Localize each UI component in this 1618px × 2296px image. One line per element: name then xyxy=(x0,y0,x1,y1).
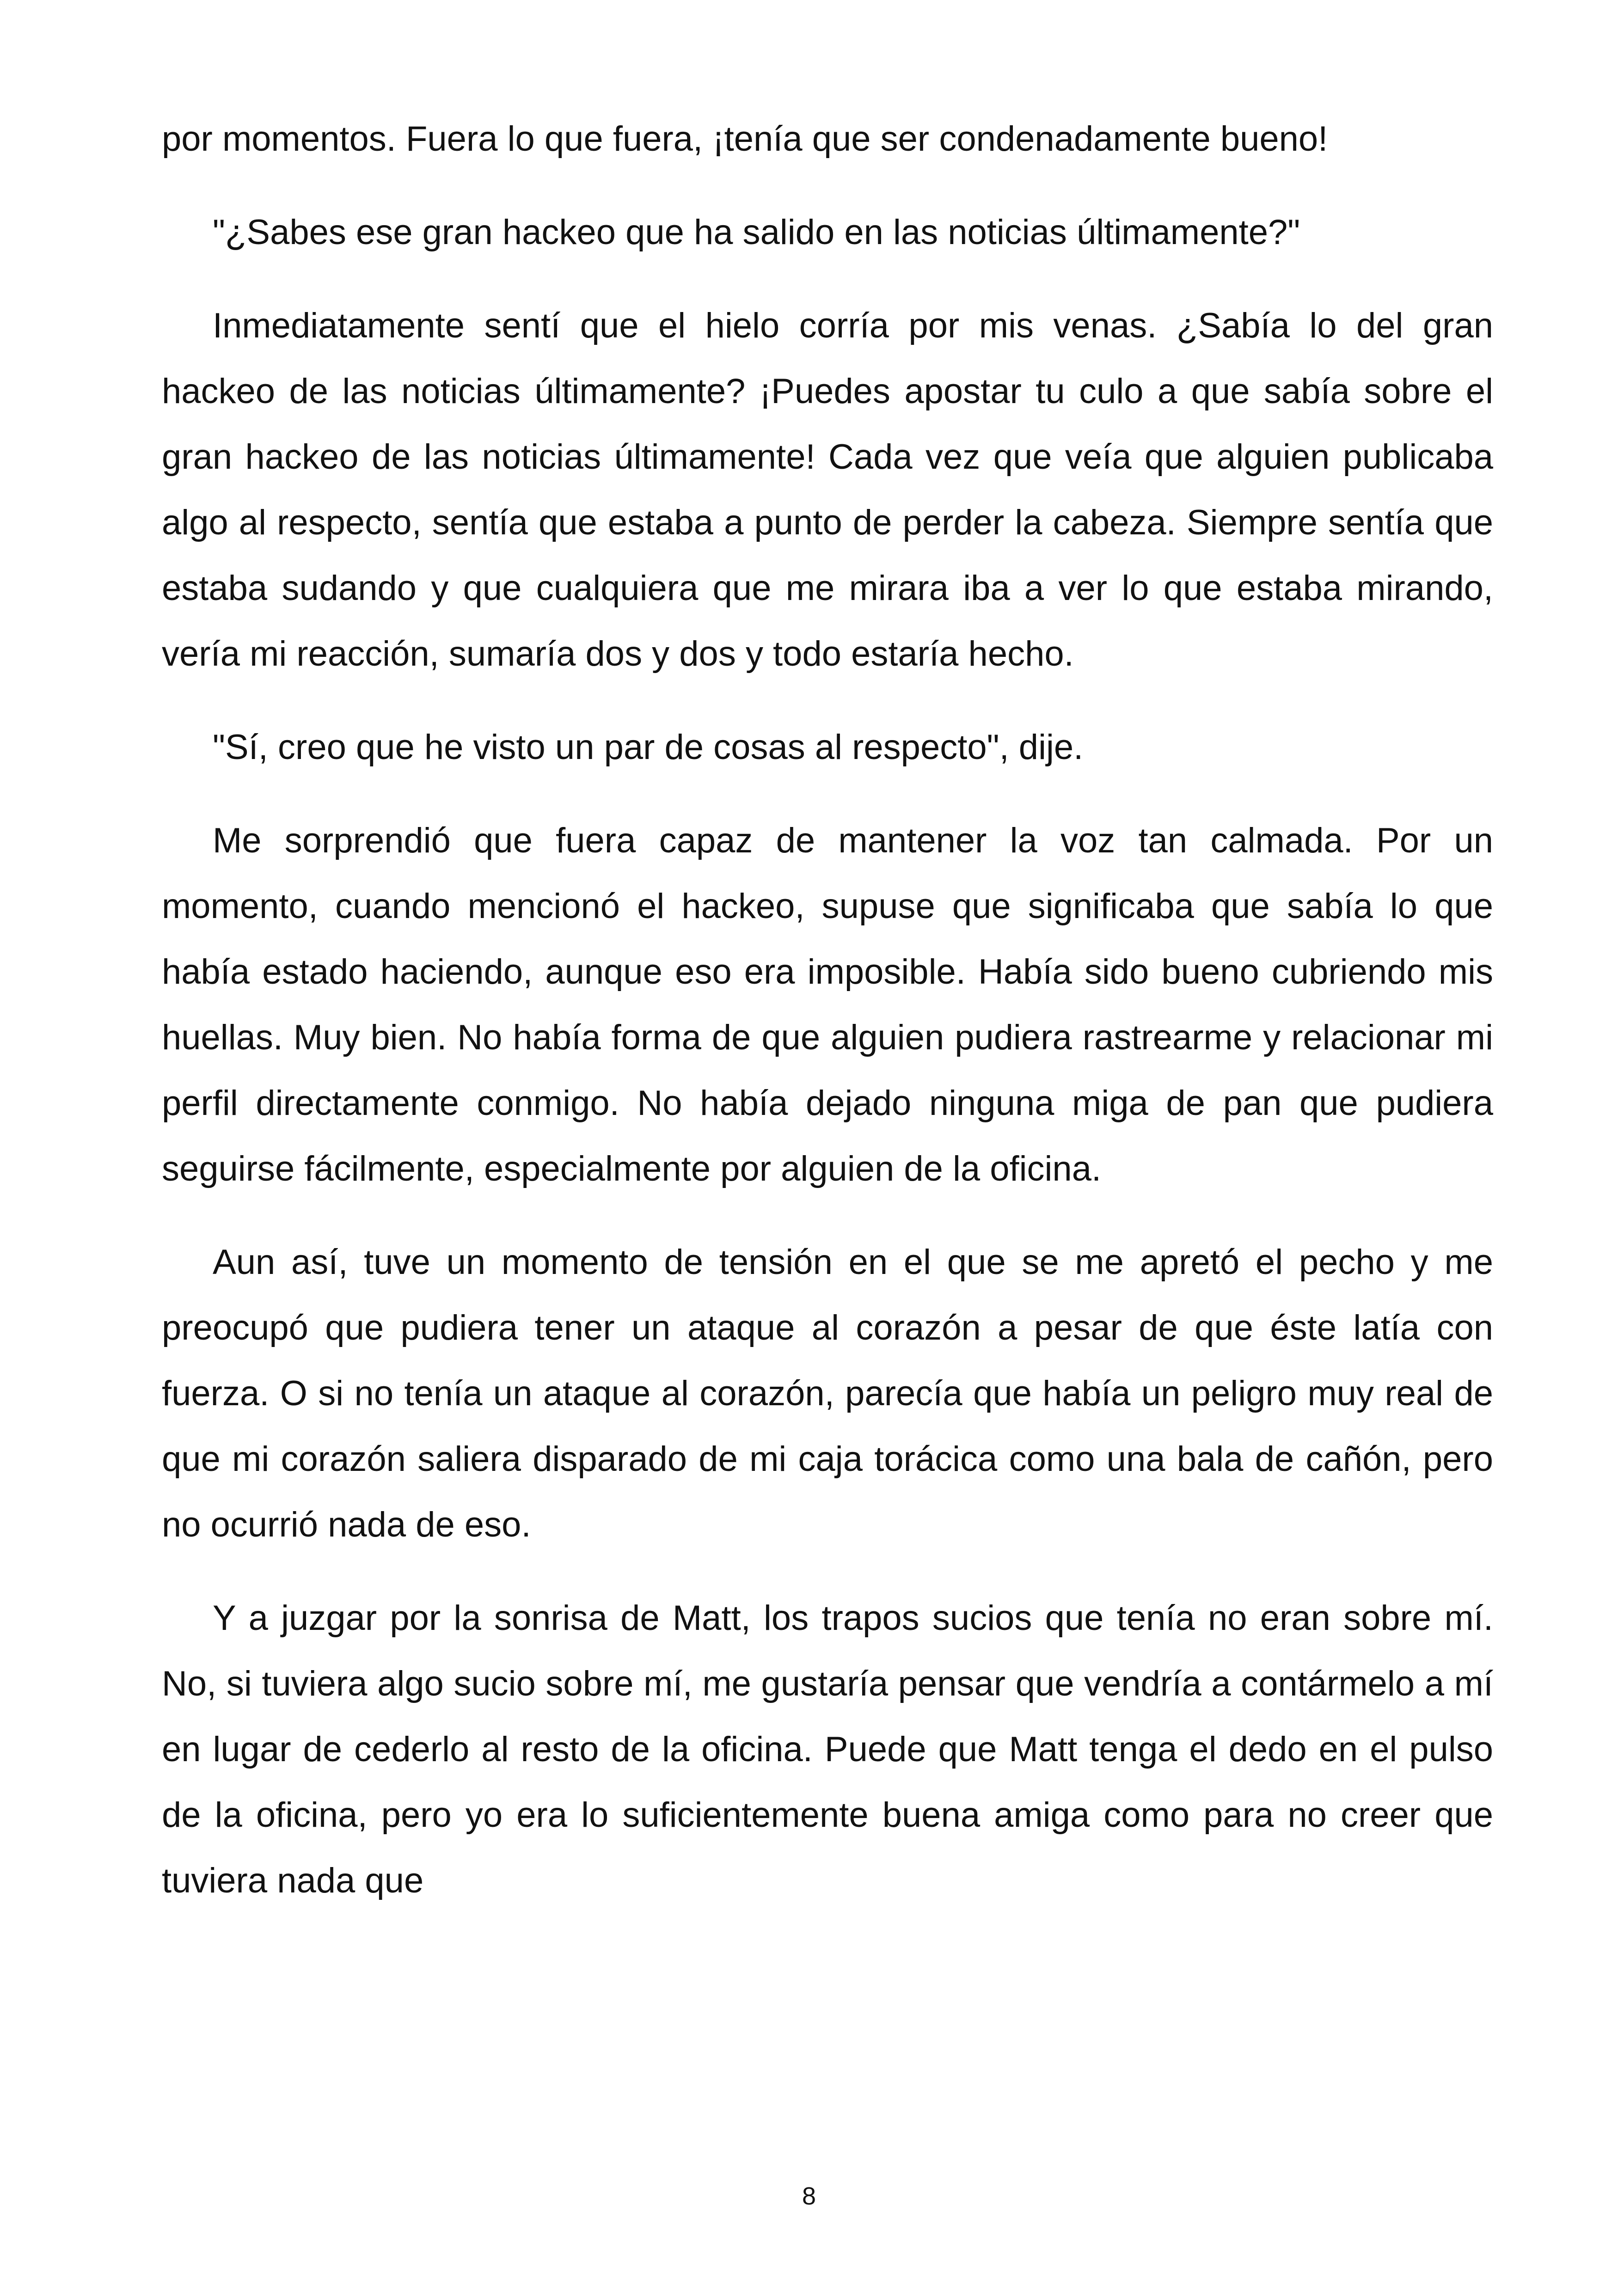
paragraph-matt-smile: Y a juzgar por la sonrisa de Matt, los trapos sucios que tenía no eran sobre mí. No, si tuviera algo sucio sobre mí, me gustaría pensar que vendría a contármelo a mí en lugar de cederlo al resto de la oficina. Puede que Matt tenga el dedo en el pulso de la oficina, pero yo era lo suficientemente buena amiga como para no creer que tuviera nada que xyxy=(162,1598,1493,1900)
page-body xyxy=(162,106,1493,2186)
paragraph-reaction: Inmediatamente sentí que el hielo corría por mis venas. ¿Sabía lo del gran hackeo de las noticias últimamente? ¡Puedes apostar tu culo a que sabía sobre el gran hackeo de las noticias últimamente! Cada vez que veía que alguien publicaba algo al respecto, sentía que estaba a punto de perder la cabeza. Siempre sentía que estaba sudando y que cualquiera que me mirara iba a ver lo que estaba mirando, vería mi reacción, sumaría dos y dos y todo estaría hecho. xyxy=(162,306,1493,673)
paragraph-dialogue-question: "¿Sabes ese gran hackeo que ha salido en las noticias últimamente?" xyxy=(213,213,1300,252)
paragraph-surprise: Me sorprendió que fuera capaz de mantener la voz tan calmada. Por un momento, cuando mencionó el hackeo, supuse que significaba que sabía lo que había estado haciendo, aunque eso era imposible. Había sido bueno cubriendo mis huellas. Muy bien. No había forma de que alguien pudiera rastrearme y relacionar mi perfil directamente conmigo. No había dejado ninguna miga de pan que pudiera seguirse fácilmente, especialmente por alguien de la oficina. xyxy=(162,821,1493,1188)
paragraph-continuation: por momentos. Fuera lo que fuera, ¡tenía que ser condenadamente bueno! xyxy=(162,119,1328,159)
paragraph-dialogue-reply: "Sí, creo que he visto un par de cosas al respecto", dije. xyxy=(213,728,1084,767)
page-number: 8 xyxy=(802,2182,816,2210)
paragraph-tension: Aun así, tuve un momento de tensión en el que se me apretó el pecho y me preocupó que pudiera tener un ataque al corazón a pesar de que éste latía con fuerza. O si no tenía un ataque al corazón, parecía que había un peligro muy real de que mi corazón saliera disparado de mi caja torácica como una bala de cañón, pero no ocurrió nada de eso. xyxy=(162,1243,1493,1544)
